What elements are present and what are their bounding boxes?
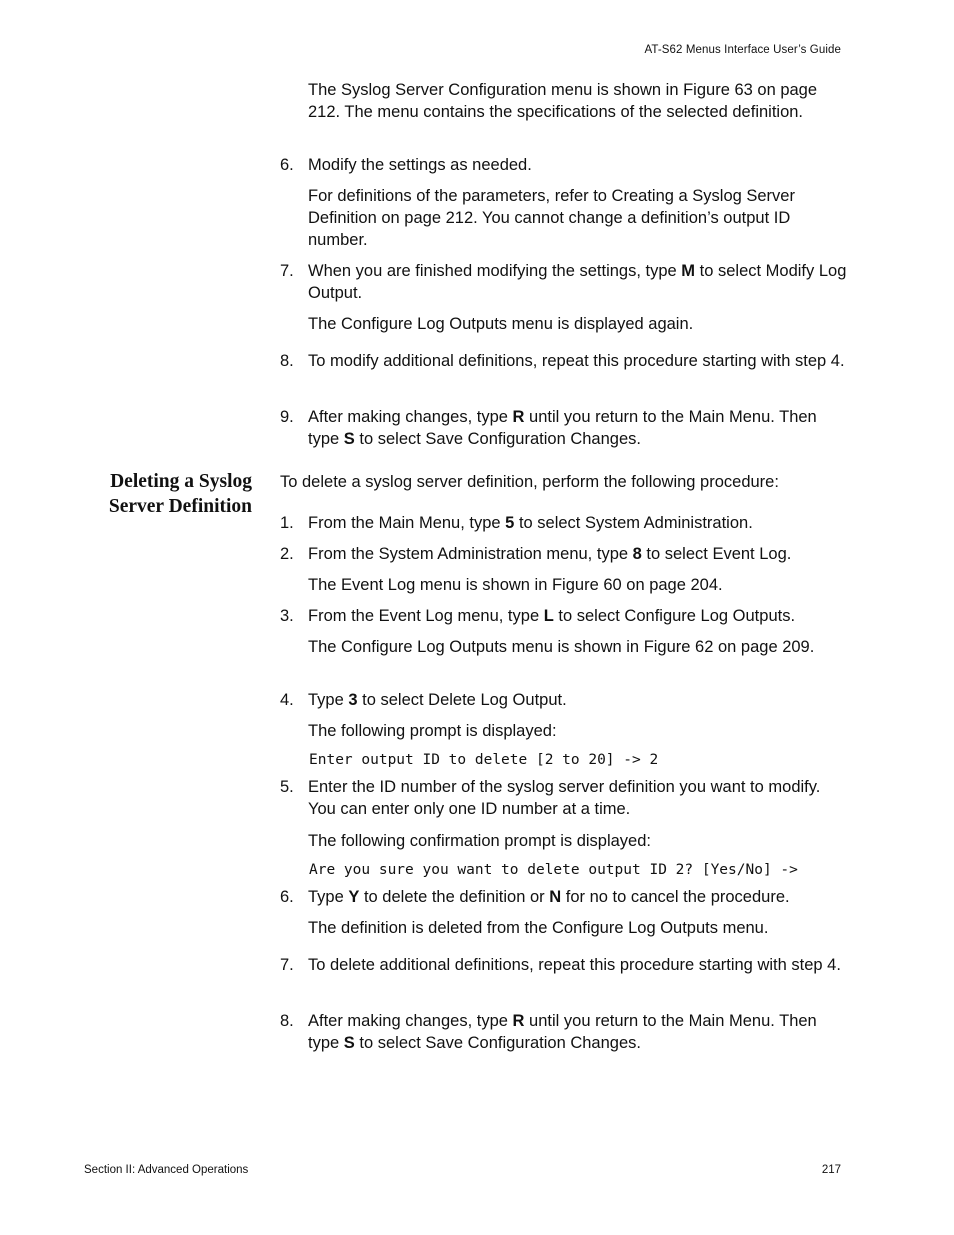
step-number: 3.	[280, 607, 294, 625]
key-r: R	[512, 408, 525, 426]
step-number: 6.	[280, 888, 294, 906]
footer-section: Section II: Advanced Operations	[84, 1164, 249, 1176]
section-heading-line: Server Definition	[108, 496, 252, 517]
running-header: AT-S62 Menus Interface User’s Guide	[644, 44, 841, 56]
delete-step-3-note: The Configure Log Outputs menu is shown in Figure 62 on page 209.	[308, 638, 815, 656]
section-heading	[60, 469, 252, 519]
step-number: 2.	[280, 545, 294, 563]
key-r: R	[512, 1012, 525, 1030]
key-y: Y	[348, 888, 360, 906]
key-l: L	[543, 607, 554, 625]
paragraph-syslog-menu: The Syslog Server Configuration menu is shown in Figure 63 on page 212. The menu contains the specifications of the selected definition.	[308, 81, 818, 121]
step-number: 6.	[280, 156, 294, 174]
delete-step-8: After making changes, type R until you return to the Main Menu. Then type S to select Save Configuration Changes.	[308, 1012, 817, 1052]
step-number: 1.	[280, 514, 294, 532]
delete-intro: To delete a syslog server definition, perform the following procedure:	[280, 473, 779, 491]
step-number: 5.	[280, 778, 294, 796]
step-number: 8.	[280, 352, 294, 370]
step-6-note: For definitions of the parameters, refer to Creating a Syslog Server Definition on page 212. You cannot change a definition’s output ID number.	[308, 187, 795, 249]
step-number: 9.	[280, 408, 294, 426]
delete-step-4: Type 3 to select Delete Log Output.	[308, 691, 567, 709]
key-8: 8	[632, 545, 642, 563]
step-number: 7.	[280, 262, 294, 280]
step-number: 7.	[280, 956, 294, 974]
step-number: 4.	[280, 691, 294, 709]
key-n: N	[549, 888, 562, 906]
delete-step-5-note: The following confirmation prompt is displayed:	[308, 832, 651, 850]
delete-step-1: From the Main Menu, type 5 to select System Administration.	[308, 514, 753, 532]
section-heading-line: Deleting a Syslog	[110, 471, 252, 492]
delete-step-7: To delete additional definitions, repeat this procedure starting with step 4.	[308, 956, 841, 974]
delete-step-6-note: The definition is deleted from the Configure Log Outputs menu.	[308, 919, 769, 937]
step-6-text: Modify the settings as needed.	[308, 156, 532, 174]
delete-step-6: Type Y to delete the definition or N for no to cancel the procedure.	[308, 888, 790, 906]
delete-step-4-note: The following prompt is displayed:	[308, 722, 557, 740]
key-m: M	[681, 262, 696, 280]
step-9-text: After making changes, type R until you return to the Main Menu. Then type S to select Save Configuration Changes.	[308, 408, 817, 448]
delete-step-2-note: The Event Log menu is shown in Figure 60 on page 204.	[308, 576, 723, 594]
key-5: 5	[505, 514, 515, 532]
step-number: 8.	[280, 1012, 294, 1030]
page-number: 217	[821, 1164, 841, 1176]
delete-step-5: Enter the ID number of the syslog server definition you want to modify. You can enter only one ID number at a time.	[308, 778, 821, 818]
delete-step-2: From the System Administration menu, type 8 to select Event Log.	[308, 545, 792, 563]
key-s: S	[343, 1034, 355, 1052]
step-7-note: The Configure Log Outputs menu is displayed again.	[308, 315, 694, 333]
step-7-text: When you are finished modifying the settings, type M to select Modify Log Output.	[308, 262, 847, 302]
key-3: 3	[348, 691, 358, 709]
key-s: S	[343, 430, 355, 448]
confirm-prompt-code: Are you sure you want to delete output ID 2? [Yes/No] ->	[309, 862, 798, 878]
delete-prompt-code: Enter output ID to delete [2 to 20] -> 2	[309, 752, 659, 768]
step-8-text: To modify additional definitions, repeat this procedure starting with step 4.	[308, 352, 845, 370]
delete-step-3: From the Event Log menu, type L to select Configure Log Outputs.	[308, 607, 796, 625]
